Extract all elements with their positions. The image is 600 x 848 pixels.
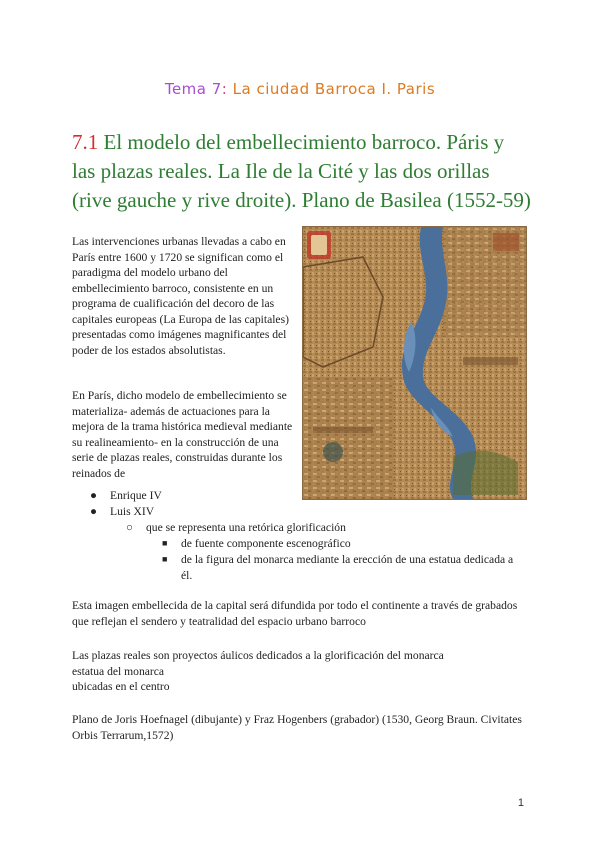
topic-name: La ciudad Barroca I. Paris <box>227 80 436 98</box>
royal-squares-line: estatua del monarca <box>72 664 165 678</box>
circle-bullet-icon: ○ <box>126 521 134 534</box>
list-item-text: Enrique IV <box>110 489 162 502</box>
topic-title <box>0 80 600 98</box>
square-bullet-icon: ■ <box>162 554 168 564</box>
list-item-text: de la figura del monarca mediante la erección de una estatua dedicada a él. <box>181 553 514 582</box>
paragraph-paris: En París, dicho modelo de embellecimiento se materializa- además de actuaciones para la mejora de la trama histórica medieval mediante su realineamiento- en la construcción de una serie de plazas reales, construidas durante los reinados de <box>72 389 293 480</box>
square-bullet-icon: ■ <box>162 538 168 548</box>
paragraph-intro: Las intervenciones urbanas llevadas a cabo en París entre 1600 y 1720 se significan como el paradigma del modelo urbano del embellecimiento barroco, consistente en un programa de cualificación del decoro de las capitales europeas (La Europa de las capitales) presentadas como imágenes magnificantes del poder de los estados absolutistas. <box>72 235 289 357</box>
map-caption: Plano de Joris Hoefnagel (dibujante) y Fraz Hogenbers (grabador) (1530, Georg Braun. Civitates Orbis Terrarum,1572) <box>72 713 522 742</box>
topic-colon: : <box>221 80 228 98</box>
list-item-text: de fuente componente escenográfico <box>181 537 351 550</box>
bullet-icon: ● <box>90 489 98 502</box>
map-illustration <box>303 227 526 499</box>
list-item-text: Luis XIV <box>110 505 155 518</box>
topic-prefix: Tema 7 <box>164 80 222 98</box>
paragraph-engravings: Esta imagen embellecida de la capital será difundida por todo el continente a través de grabados que reflejan el sendero y teatralidad del espacio urbano barroco <box>72 599 518 628</box>
section-heading-text: El modelo del embellecimiento barroco. Páris y las plazas reales. La Ile de la Cité y las dos orillas (rive gauche y rive droite). Plano de Basilea (1552-59) <box>72 130 531 212</box>
basel-map-image <box>302 226 527 500</box>
page-number: 1 <box>517 797 524 809</box>
royal-squares-line: ubicadas en el centro <box>72 680 170 693</box>
section-heading <box>72 128 532 215</box>
royal-squares-line: Las plazas reales son proyectos áulicos dedicados a la glorificación del monarca <box>72 649 444 662</box>
paragraph-royal-squares <box>72 648 532 695</box>
section-number: 7.1 <box>72 130 99 154</box>
bullet-icon: ● <box>90 505 98 518</box>
list-item-text: que se representa una retórica glorificación <box>146 521 346 534</box>
